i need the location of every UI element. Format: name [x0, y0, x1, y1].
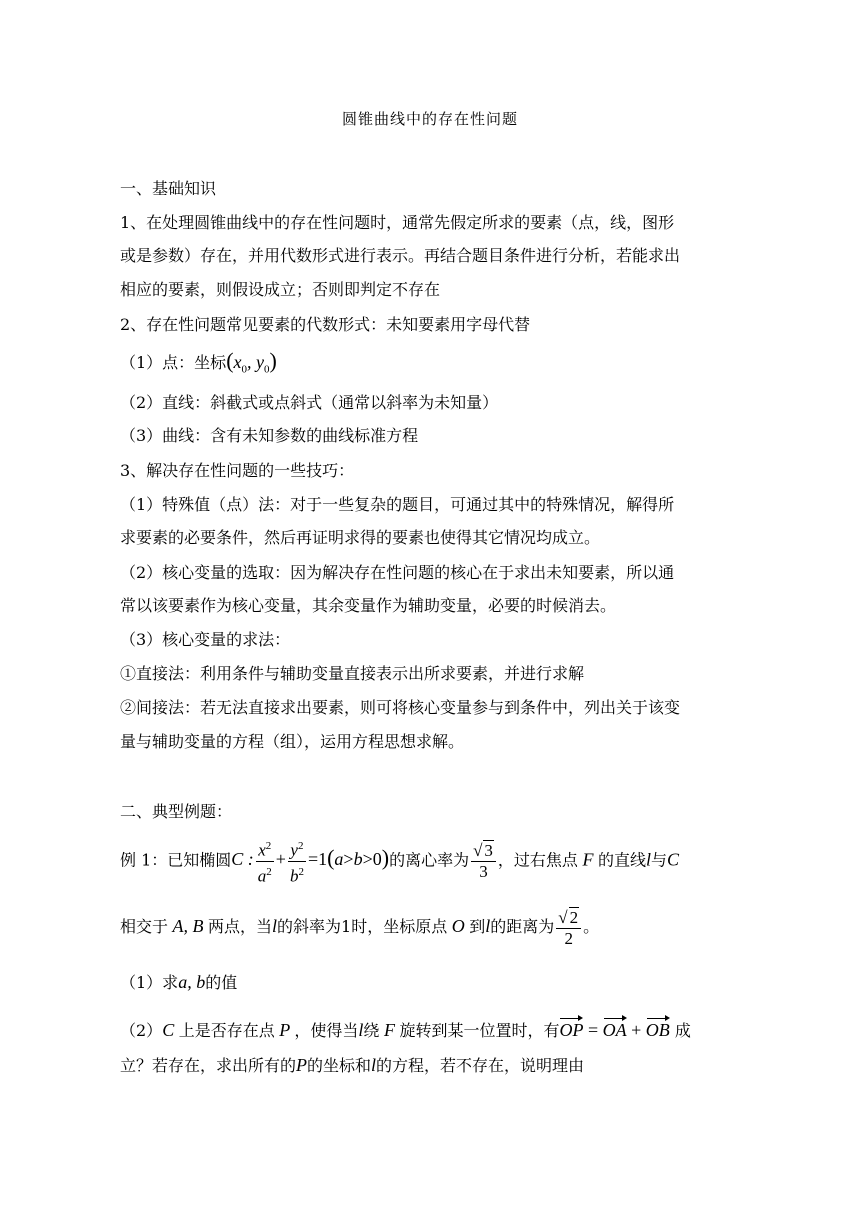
question-2-text-c: 绕	[363, 1021, 380, 1040]
example-1-line-1: 例 1：已知椭圆C : $\frac{x^2}{a^2}$ + $\frac{y^2}{b^2}$ =1(a>b>0)的离心率为 $\frac{√ 3}{3}$ ，过右焦点 F 的直线l与C	[120, 836, 679, 886]
item-line: （2）直线：斜截式或点斜式（通常以斜率为未知量）	[120, 393, 499, 412]
to-text: 到	[469, 917, 486, 936]
page-title: 圆锥曲线中的存在性问题	[341, 110, 518, 128]
paragraph-1-line-3: 相应的要素，则假设成立；否则即判定不存在	[120, 280, 441, 299]
section-heading-basics: 一、基础知识	[120, 179, 217, 198]
period: 。	[583, 917, 600, 936]
question-2-line-2-c: 的方程，若不存在，说明理由	[376, 1056, 585, 1075]
method-direct: ①直接法：利用条件与辅助变量直接表示出所求要素，并进行求解	[120, 664, 585, 683]
tip-2-line-1: （2）核心变量的选取：因为解决存在性问题的核心在于求出未知要素，所以通	[120, 563, 675, 582]
with-text: 与	[650, 850, 667, 870]
tip-2-line-2: 常以该要素作为核心变量，其余变量作为辅助变量，必要的时候消去。	[120, 596, 617, 615]
question-2-text-d: 旋转到某一位置时，有	[399, 1021, 560, 1040]
tip-3: （3）核心变量的求法：	[120, 630, 291, 649]
paragraph-1-line-2: 或是参数）存在，并用代数形式进行表示。再结合题目条件进行分析，若能求出	[120, 246, 681, 265]
question-2-line-1: （2）C 上是否存在点 P ，使得当l绕 F 旋转到某一位置时，有OP = OA + OB 成	[120, 1020, 691, 1040]
paragraph-2: 2、存在性问题常见要素的代数形式：未知要素用字母代替	[120, 315, 531, 334]
question-2-text-e: 成	[674, 1021, 691, 1040]
distance-value: $\frac{√ 2}{2}$	[554, 916, 583, 936]
distance-text: 的距离为	[490, 917, 555, 936]
item-curve: （3）曲线：含有未知参数的曲线标准方程	[120, 426, 419, 445]
question-1-label: （1）求	[120, 973, 179, 992]
question-1-tail: 的值	[205, 973, 238, 992]
example-1-label: 例 1：已知椭圆	[120, 850, 232, 870]
paragraph-1-line-1: 1、在处理圆锥曲线中的存在性问题时，通常先假定所求的要素（点，线，图形	[120, 213, 675, 232]
line-text: 的直线	[597, 850, 646, 870]
item-point-label: （1）点：坐标	[120, 353, 227, 372]
example-1-line-2: 相交于 A, B 两点，当l的斜率为1时，坐标原点 O 到l的距离为 $\frac{√ 2}{2}$ 。	[120, 907, 600, 948]
slope-text: 的斜率为1时，坐标原点	[277, 917, 448, 936]
question-2-line-2: 立？若存在，求出所有的P的坐标和l的方程，若不存在，说明理由	[120, 1055, 585, 1075]
ellipse-equation: C : $\frac{x^2}{a^2}$ + $\frac{y^2}{b^2}$ =1(a>b>0)	[231, 849, 389, 869]
tip-1-line-2: 求要素的必要条件，然后再证明求得的要素也使得其它情况均成立。	[120, 528, 601, 547]
method-indirect-line-2: 量与辅助变量的方程（组），运用方程思想求解。	[120, 732, 465, 751]
focus-text: ，过右焦点	[497, 850, 578, 870]
coordinate-formula: ($x_0$, $y_0$)	[226, 348, 277, 376]
question-2-line-2-a: 立？若存在，求出所有的	[120, 1056, 297, 1075]
method-indirect-line-1: ②间接法：若无法直接求出要素，则可将核心变量参与到条件中，列出关于该变	[120, 698, 681, 717]
paragraph-3: 3、解决存在性问题的一些技巧：	[120, 461, 355, 480]
tip-1-line-1: （1）特殊值（点）法：对于一些复杂的题目，可通过其中的特殊情况，解得所	[120, 495, 675, 514]
vector-equation: OP = OA + OB	[559, 1020, 670, 1040]
section-heading-examples: 二、典型例题：	[120, 802, 233, 821]
question-2-line-2-b: 的坐标和	[307, 1056, 372, 1075]
eccentricity-value: $\frac{√ 3}{3}$	[469, 849, 498, 869]
intersect-text: 相交于	[120, 917, 169, 936]
eccentricity-text: 的离心率为	[389, 850, 470, 870]
question-2-text-a: 上是否存在点	[178, 1021, 275, 1040]
question-1: （1）求a, b的值	[120, 972, 238, 992]
question-2-label: （2）	[120, 1021, 163, 1040]
question-2-text-b: ，使得当	[294, 1021, 359, 1040]
points-text: 两点，当	[208, 917, 273, 936]
item-point	[120, 350, 277, 381]
